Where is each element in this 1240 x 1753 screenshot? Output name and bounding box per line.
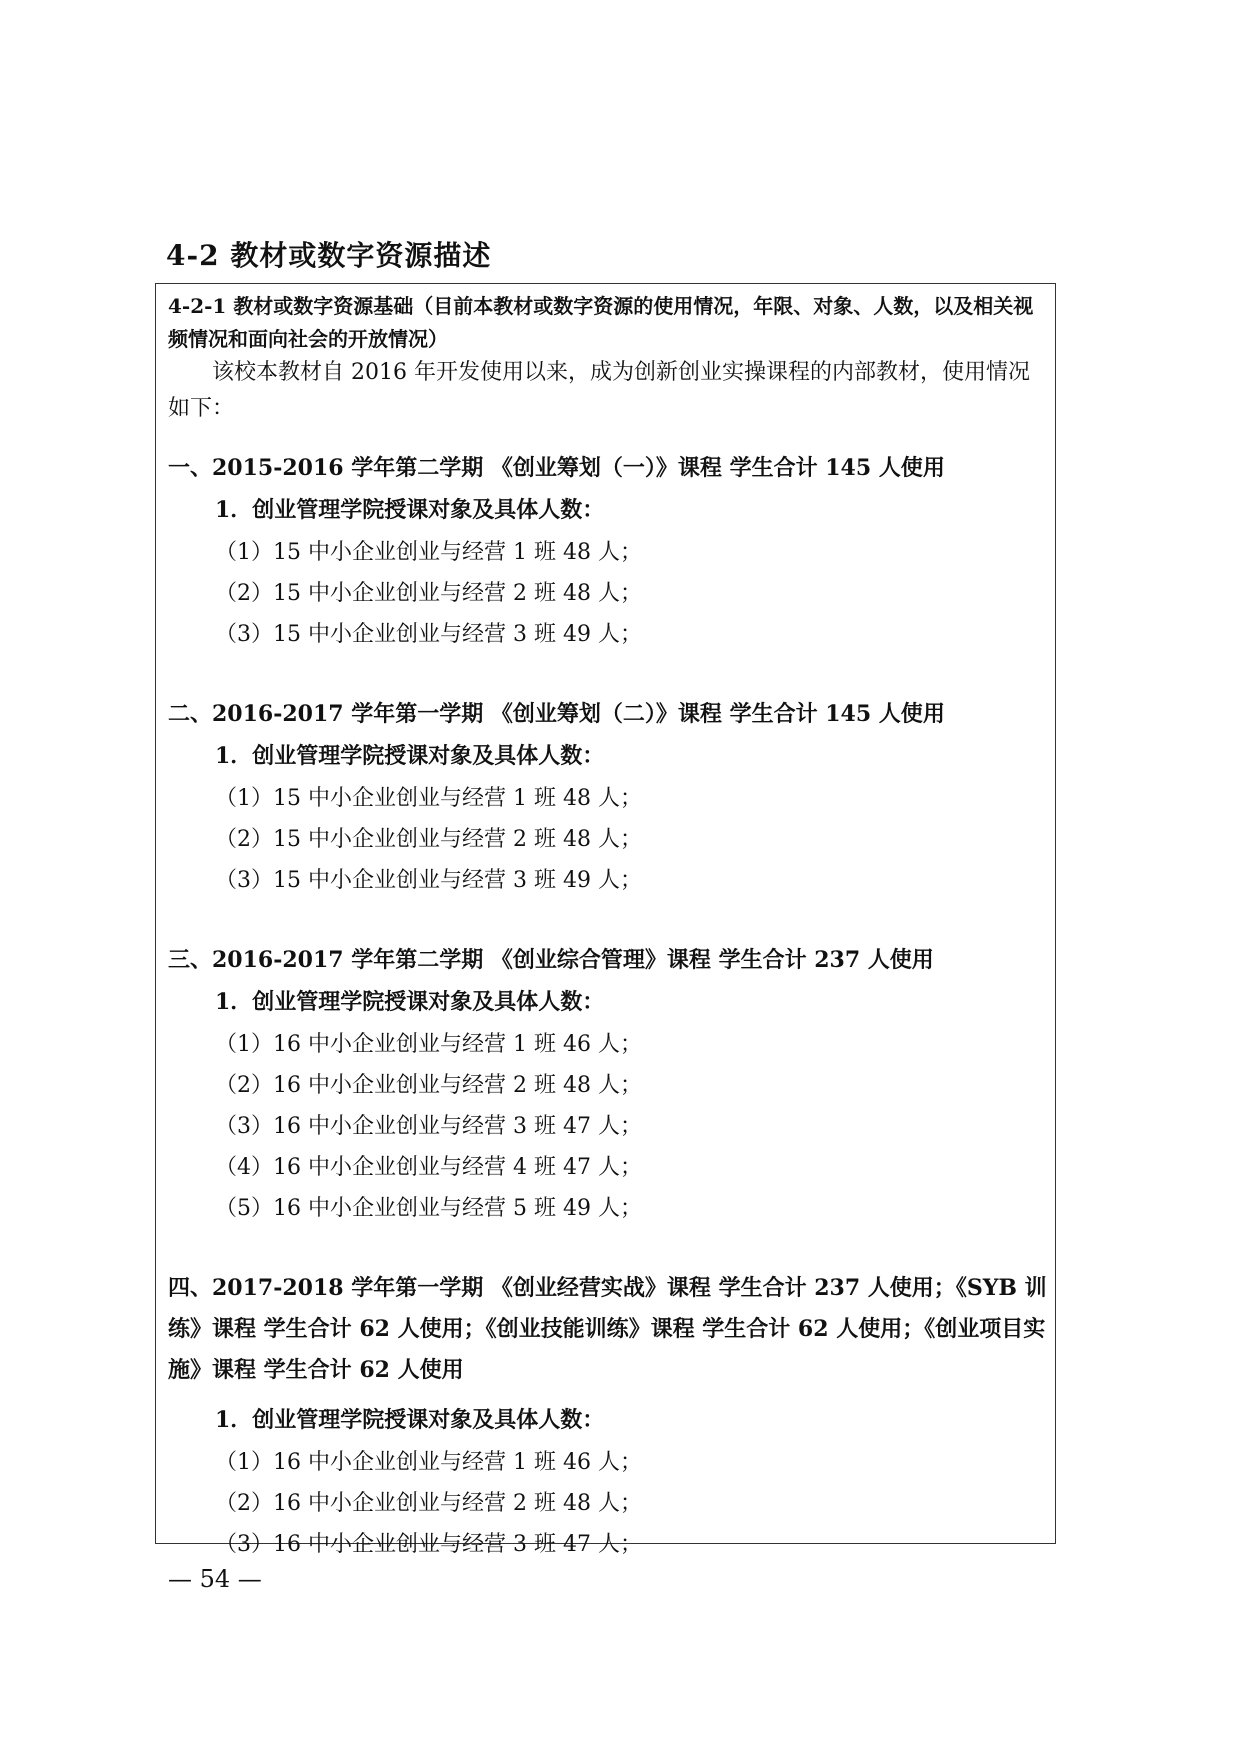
list-item: （1）16 中小企业创业与经营 1 班 46 人； [215, 1032, 642, 1057]
intro-paragraph: 该校本教材自 2016 年开发使用以来，成为创新创业实操课程的内部教材，使用情况如下： [168, 360, 1030, 421]
list-item: （2）16 中小企业创业与经营 2 班 48 人； [215, 1073, 642, 1098]
list-item: （2）15 中小企业创业与经营 2 班 48 人； [215, 827, 642, 852]
list-item: （1）15 中小企业创业与经营 1 班 48 人； [215, 786, 642, 811]
list-item: （3）16 中小企业创业与经营 3 班 47 人； [215, 1114, 642, 1139]
section-2-subheading: 1．创业管理学院授课对象及具体人数： [215, 743, 605, 769]
section-1-heading: 一、2015-2016 学年第二学期 《创业筹划（一）》课程 学生合计 145 人使用 [168, 455, 945, 481]
list-item: （5）16 中小企业创业与经营 5 班 49 人； [215, 1196, 642, 1221]
section-heading: 4-2 教材或数字资源描述 [166, 239, 492, 272]
section-3-subheading: 1．创业管理学院授课对象及具体人数： [215, 989, 605, 1015]
page-number: — 54 — [168, 1565, 262, 1593]
list-item: （1）16 中小企业创业与经营 1 班 46 人； [215, 1450, 642, 1475]
list-item: （3）15 中小企业创业与经营 3 班 49 人； [215, 622, 642, 647]
list-item: （2）16 中小企业创业与经营 2 班 48 人； [215, 1491, 642, 1516]
section-1-subheading: 1．创业管理学院授课对象及具体人数： [215, 497, 605, 523]
section-3-heading: 三、2016-2017 学年第二学期 《创业综合管理》课程 学生合计 237 人使用 [168, 947, 934, 973]
list-item: （1）15 中小企业创业与经营 1 班 48 人； [215, 540, 642, 565]
section-4-subheading: 1．创业管理学院授课对象及具体人数： [215, 1407, 605, 1433]
list-item: （4）16 中小企业创业与经营 4 班 47 人； [215, 1155, 642, 1180]
list-item: （2）15 中小企业创业与经营 2 班 48 人； [215, 581, 642, 606]
list-item: （3）16 中小企业创业与经营 3 班 47 人； [215, 1532, 642, 1557]
section-4-heading: 四、2017-2018 学年第一学期 《创业经营实战》课程 学生合计 237 人使用；《SYB 训练》课程 学生合计 62 人使用；《创业技能训练》课程 学生合计 62 人使用；《创业项目实施》课程 学生合计 62 人使用 [168, 1275, 1047, 1383]
section-2-heading: 二、2016-2017 学年第一学期 《创业筹划（二）》课程 学生合计 145 人使用 [168, 701, 945, 727]
list-item: （3）15 中小企业创业与经营 3 班 49 人； [215, 868, 642, 893]
box-title: 4-2-1 教材或数字资源基础（目前本教材或数字资源的使用情况，年限、对象、人数，以及相关视频情况和面向社会的开放情况） [168, 294, 1034, 351]
